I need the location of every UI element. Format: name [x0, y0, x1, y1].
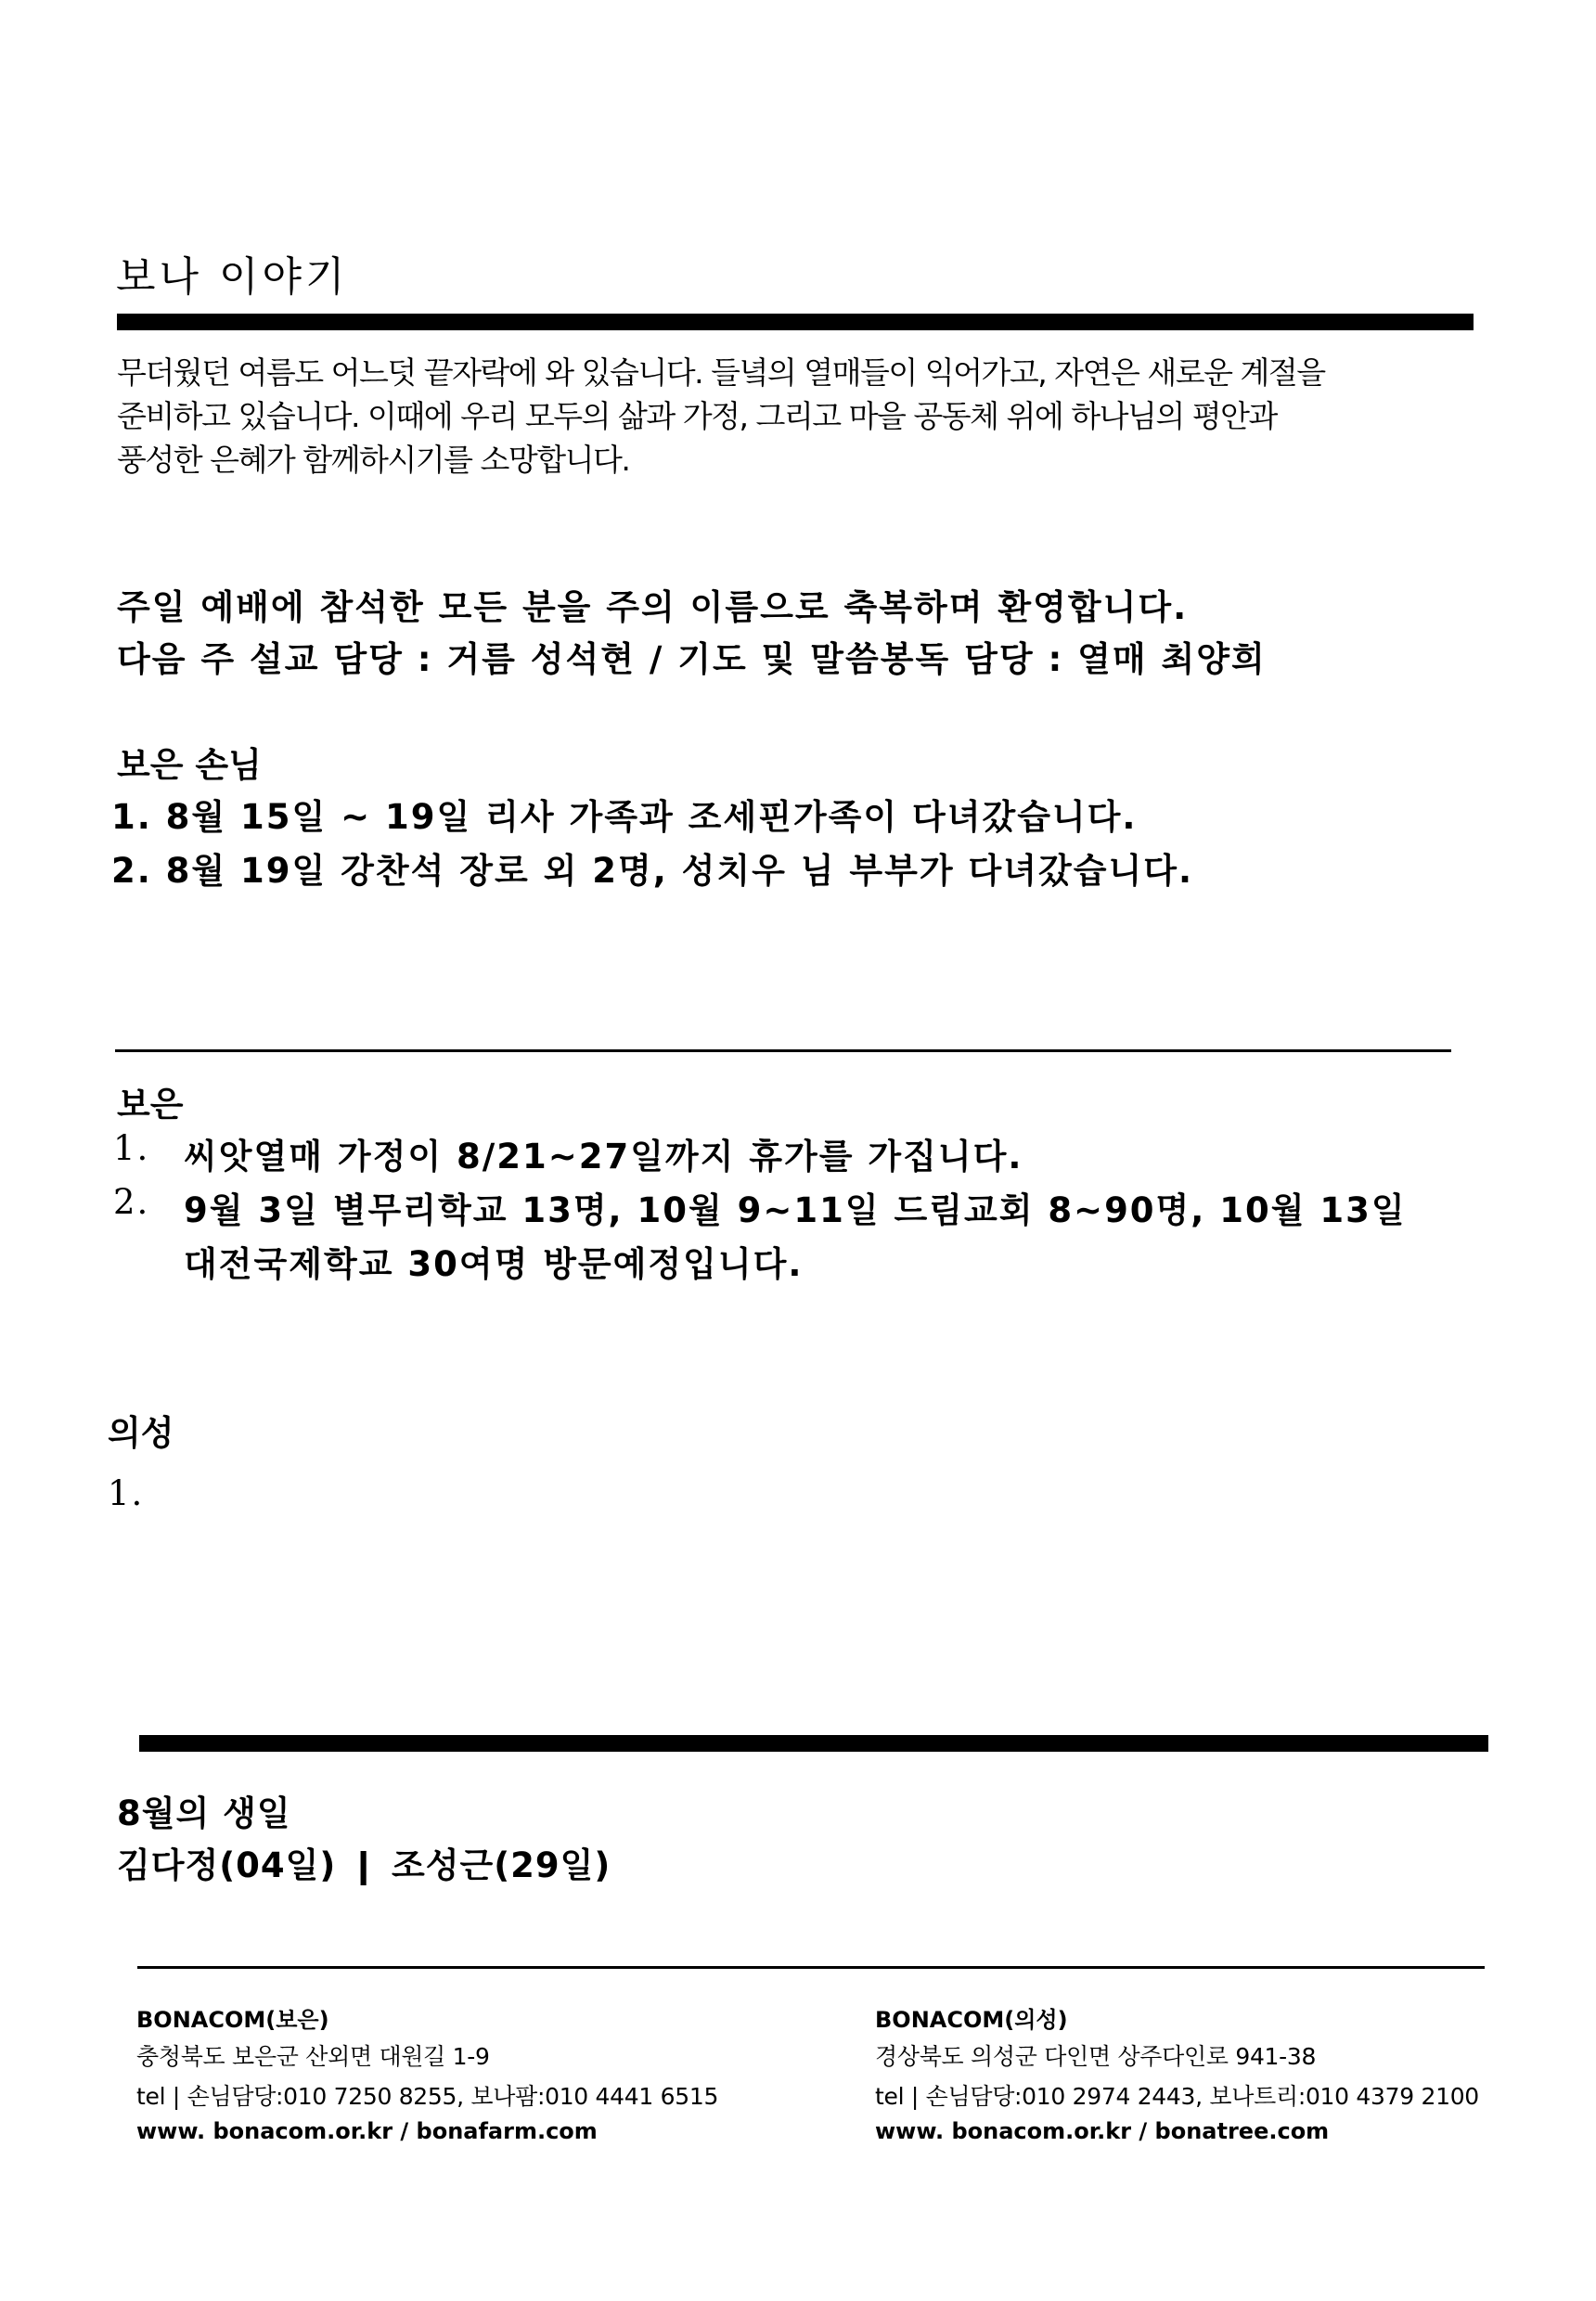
boeun-item-number: 2. — [113, 1182, 150, 1222]
guests-heading: 보은 손님 — [117, 745, 262, 785]
footer-uiseong-name: BONACOM(의성) — [875, 2007, 1068, 2033]
footer-uiseong-tel: tel | 손님담당:010 2974 2443, 보나트리:010 4379 2100 — [875, 2083, 1479, 2110]
intro-line: 풍성한 은혜가 함께하시기를 소망합니다. — [117, 442, 630, 478]
birthday-heading: 8월의 생일 — [117, 1793, 291, 1833]
boeun-item-number: 1. — [113, 1128, 150, 1168]
boeun-heading: 보은 — [117, 1085, 184, 1125]
footer-boeun-web[interactable]: www. bonacom.or.kr / bonafarm.com — [136, 2118, 598, 2144]
footer-boeun-tel: tel | 손님담당:010 7250 8255, 보나팜:010 4441 6515 — [136, 2083, 719, 2110]
boeun-item-text: 씨앗열매 가정이 8/21~27일까지 휴가를 가집니다. — [184, 1137, 1023, 1176]
footer-divider — [137, 1966, 1485, 1969]
intro-line: 준비하고 있습니다. 이때에 우리 모두의 삶과 가정, 그리고 마을 공동체 위에 하나님의 평안과 — [117, 398, 1277, 434]
guest-item: 2. 8월 19일 강찬석 장로 외 2명, 성치우 님 부부가 다녀갔습니다. — [111, 851, 1194, 891]
guest-item: 1. 8월 15일 ~ 19일 리사 가족과 조세핀가족이 다녀갔습니다. — [111, 797, 1138, 837]
section-divider — [115, 1049, 1451, 1052]
title-divider — [117, 314, 1474, 330]
boeun-item-continuation: 대전국제학교 30여명 방문예정입니다. — [184, 1244, 804, 1284]
uiseong-item-number: 1. — [108, 1473, 145, 1513]
next-week-roles: 다음 주 설교 담당 : 거름 성석현 / 기도 및 말씀봉독 담당 : 열매 최양희 — [117, 639, 1267, 679]
boeun-item-text: 9월 3일 별무리학교 13명, 10월 9~11일 드림교회 8~90명, 10월 13일 — [184, 1190, 1407, 1230]
footer-uiseong-address: 경상북도 의성군 다인면 상주다인로 941-38 — [875, 2043, 1317, 2070]
birthday-divider — [139, 1735, 1488, 1752]
footer-uiseong-web[interactable]: www. bonacom.or.kr / bonatree.com — [875, 2118, 1330, 2144]
footer-boeun-address: 충청북도 보은군 산외면 대원길 1-9 — [136, 2043, 490, 2070]
page-title: 보나 이야기 — [116, 253, 349, 301]
intro-line: 무더웠던 여름도 어느덧 끝자락에 와 있습니다. 들녘의 열매들이 익어가고, 자연은 새로운 계절을 — [117, 354, 1325, 391]
uiseong-heading: 의성 — [108, 1413, 174, 1453]
welcome-text: 주일 예배에 참석한 모든 분을 주의 이름으로 축복하며 환영합니다. — [117, 587, 1189, 627]
footer-boeun-name: BONACOM(보은) — [136, 2007, 329, 2033]
birthday-list: 김다정(04일) ❙ 조성근(29일) — [117, 1845, 611, 1885]
intro-paragraph — [117, 351, 1472, 482]
